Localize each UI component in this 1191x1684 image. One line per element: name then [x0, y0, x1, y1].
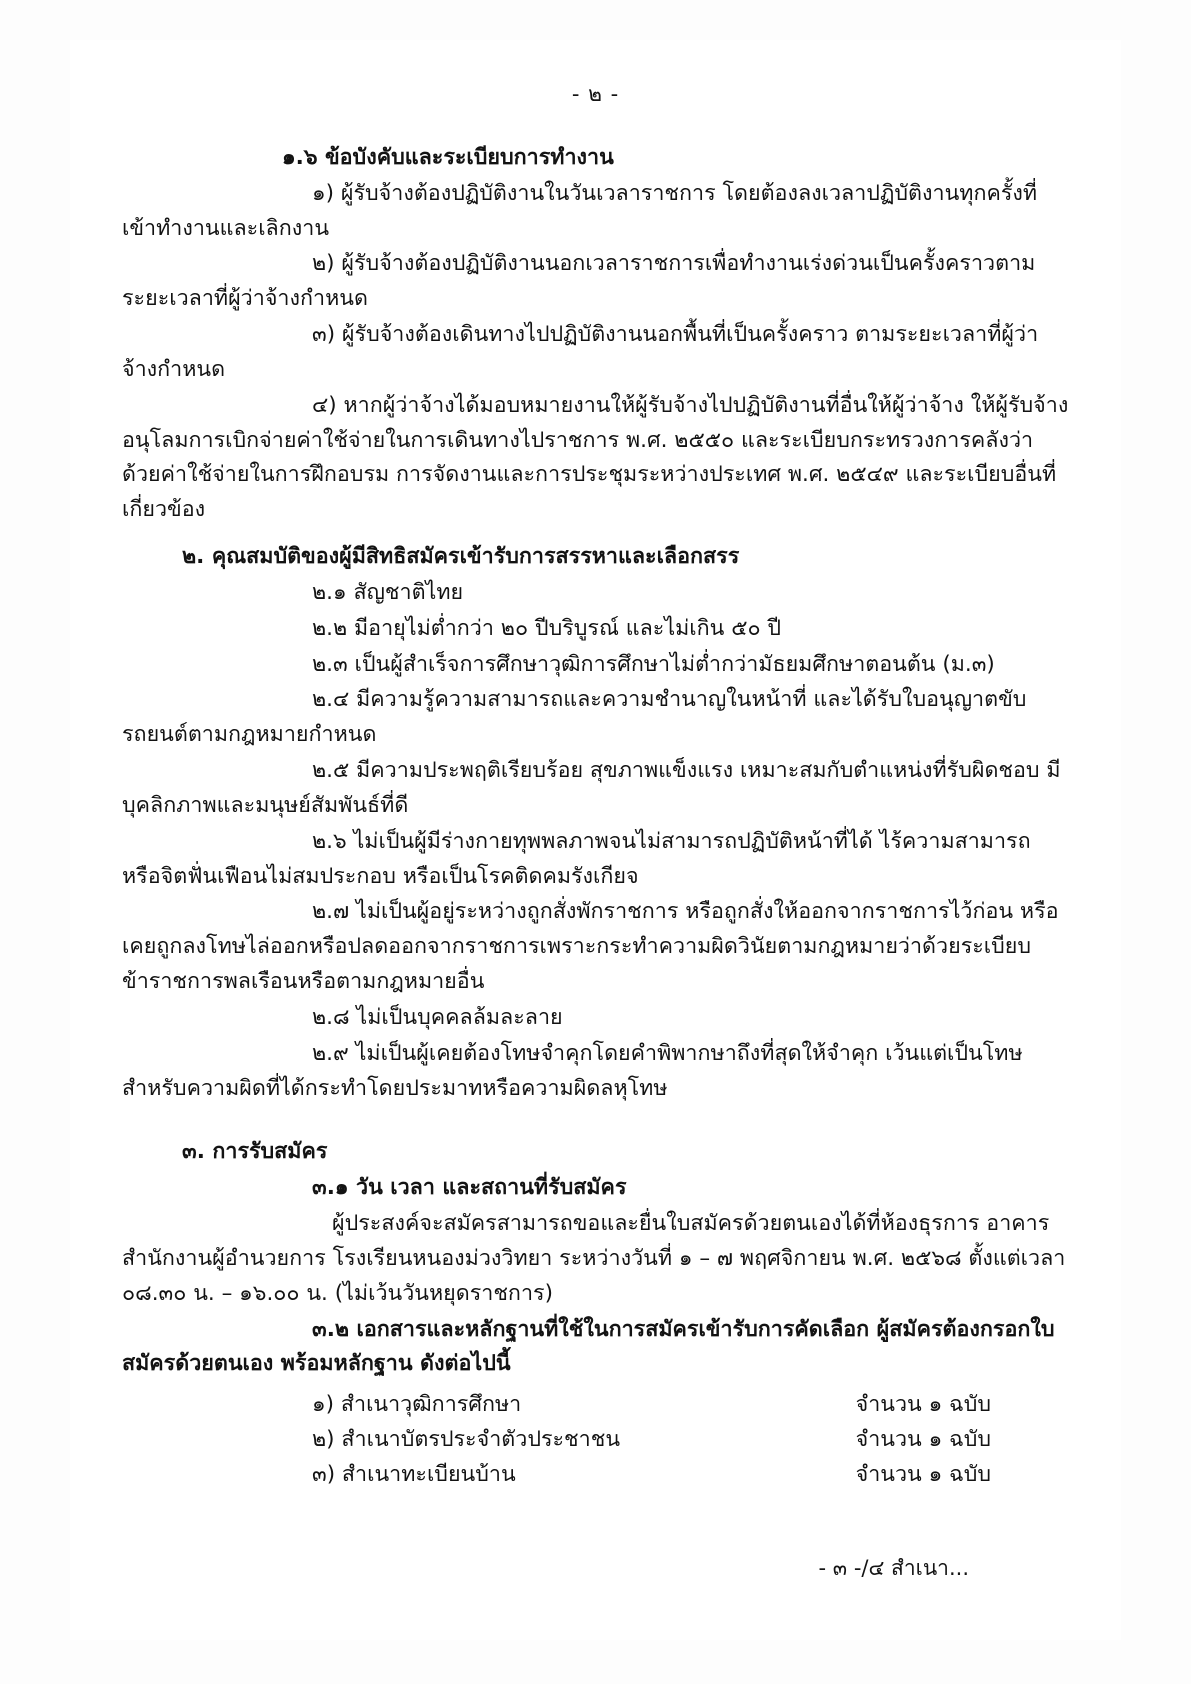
list-item [122, 1423, 1069, 1458]
document-sheet [70, 40, 1121, 1640]
section-spacer [122, 1107, 1069, 1123]
paragraph-item-2-7: ๒.๗ ไม่เป็นผู้อยู่ระหว่างถูกสั่งพักราชการ หรือถูกสั่งให้ออกจากราชการไว้ก่อน หรือเคยถูกลงโทษไล่ออกหรือปลดออกจากราชการเพราะกระทำความผิดวินัยตามกฎหมายว่าด้วยระเบียบข้าราชการพลเรือนหรือตามกฎหมายอื่น [122, 899, 1059, 995]
paragraph-item-2-6: ๒.๖ ไม่เป็นผู้มีร่างกายทุพพลภาพจนไม่สามารถปฏิบัติหน้าที่ได้ ไร้ความสามารถหรือจิตฟั่นเฟือนไม่สมประกอบ หรือเป็นโรคติดคมรังเกียจ [122, 828, 1031, 889]
page-footer-note: - ๓ -/๔ สำเนา... [818, 1555, 969, 1580]
paragraph-item-2-4: ๒.๔ มีความรู้ความสามารถและความชำนาญในหน้าที่ และได้รับใบอนุญาตขับรถยนต์ตามกฎหมายกำหนด [122, 687, 1027, 748]
document-quantity: จำนวน ๑ ฉบับ [855, 1461, 991, 1487]
list-item [122, 1388, 1069, 1423]
required-documents-list [122, 1388, 1069, 1492]
paragraph-body-3-1: ผู้ประสงค์จะสมัครสามารถขอและยื่นใบสมัครด้วยตนเองได้ที่ห้องธุรการ อาคารสำนักงานผู้อำนวยการ โรงเรียนหนองม่วงวิทยา ระหว่างวันที่ ๑ – ๗ พฤศจิกายน พ.ศ. ๒๕๖๘ ตั้งแต่เวลา ๐๘.๓๐ น. – ๑๖.๐๐ น. (ไม่เว้นวันหยุดราชการ) [122, 1211, 1066, 1306]
heading-1-6: ๑.๖ ข้อบังคับและระเบียบการทำงาน [282, 145, 614, 170]
heading-section-2: ๒. คุณสมบัติของผู้มีสิทธิสมัครเข้ารับการสรรหาและเลือกสรร [182, 544, 740, 570]
heading-section-3-1: ๓.๑ วัน เวลา และสถานที่รับสมัคร [312, 1175, 627, 1201]
paragraph-item-2: ๒) ผู้รับจ้างต้องปฏิบัติงานนอกเวลาราชการเพื่อทำงานเร่งด่วนเป็นครั้งคราวตามระยะเวลาที่ผู้ว่าจ้างกำหนด [122, 251, 1036, 312]
heading-section-3: ๓. การรับสมัคร [182, 1139, 328, 1165]
document-label: ๒) สำเนาบัตรประจำตัวประชาชน [312, 1426, 621, 1452]
paragraph-item-2-2: ๒.๒ มีอายุไม่ต่ำกว่า ๒๐ ปีบริบูรณ์ และไม่เกิน ๕๐ ปี [312, 615, 782, 641]
document-label: ๓) สำเนาทะเบียนบ้าน [312, 1461, 516, 1487]
document-label: ๑) สำเนาวุฒิการศึกษา [312, 1392, 522, 1418]
document-quantity: จำนวน ๑ ฉบับ [855, 1426, 991, 1452]
paragraph-item-4: ๔) หากผู้ว่าจ้างได้มอบหมายงานให้ผู้รับจ้างไปปฏิบัติงานที่อื่นให้ผู้ว่าจ้าง ให้ผู้รับจ้างอนุโลมการเบิกจ่ายค่าใช้จ่ายในการเดินทางไปราชการ พ.ศ. ๒๕๕๐ และระเบียบกระทรวงการคลังว่าด้วยค่าใช้จ่ายในการฝึกอบรม การจัดงานและการประชุมระหว่างประเทศ พ.ศ. ๒๕๔๙ และระเบียบอื่นที่เกี่ยวข้อง [122, 392, 1069, 523]
paragraph-item-2-1: ๒.๑ สัญชาติไทย [312, 579, 464, 605]
paragraph-item-2-5: ๒.๕ มีความประพฤติเรียบร้อย สุขภาพแข็งแรง เหมาะสมกับตำแหน่งที่รับผิดชอบ มีบุคลิกภาพและมนุษย์สัมพันธ์ที่ดี [122, 758, 1061, 818]
document-body [70, 141, 1121, 1585]
paragraph-item-2-8: ๒.๘ ไม่เป็นบุคคลล้มละลาย [312, 1004, 563, 1030]
paragraph-item-1: ๑) ผู้รับจ้างต้องปฏิบัติงานในวันเวลาราชการ โดยต้องลงเวลาปฏิบัติงานทุกครั้งที่เข้าทำงานและเลิกงาน [122, 180, 1038, 241]
page-number: - ๒ - [571, 82, 620, 106]
document-quantity: จำนวน ๑ ฉบับ [855, 1392, 991, 1418]
paragraph-item-2-9: ๒.๙ ไม่เป็นผู้เคยต้องโทษจำคุกโดยคำพิพากษาถึงที่สุดให้จำคุก เว้นแต่เป็นโทษสำหรับความผิดที่ได้กระทำโดยประมาทหรือความผิดลหุโทษ [122, 1040, 1023, 1101]
paragraph-item-2-3: ๒.๓ เป็นผู้สำเร็จการศึกษาวุฒิการศึกษาไม่ต่ำกว่ามัธยมศึกษาตอนต้น (ม.๓) [312, 651, 995, 677]
list-item [122, 1458, 1069, 1493]
paragraph-item-3: ๓) ผู้รับจ้างต้องเดินทางไปปฏิบัติงานนอกพื้นที่เป็นครั้งคราว ตามระยะเวลาที่ผู้ว่าจ้างกำหนด [122, 322, 1039, 382]
heading-section-3-2: ๓.๒ เอกสารและหลักฐานที่ใช้ในการสมัครเข้ารับการคัดเลือก ผู้สมัครต้องกรอกใบสมัครด้วยตนเอง พร้อมหลักฐาน ดังต่อไปนี้ [122, 1316, 1055, 1377]
